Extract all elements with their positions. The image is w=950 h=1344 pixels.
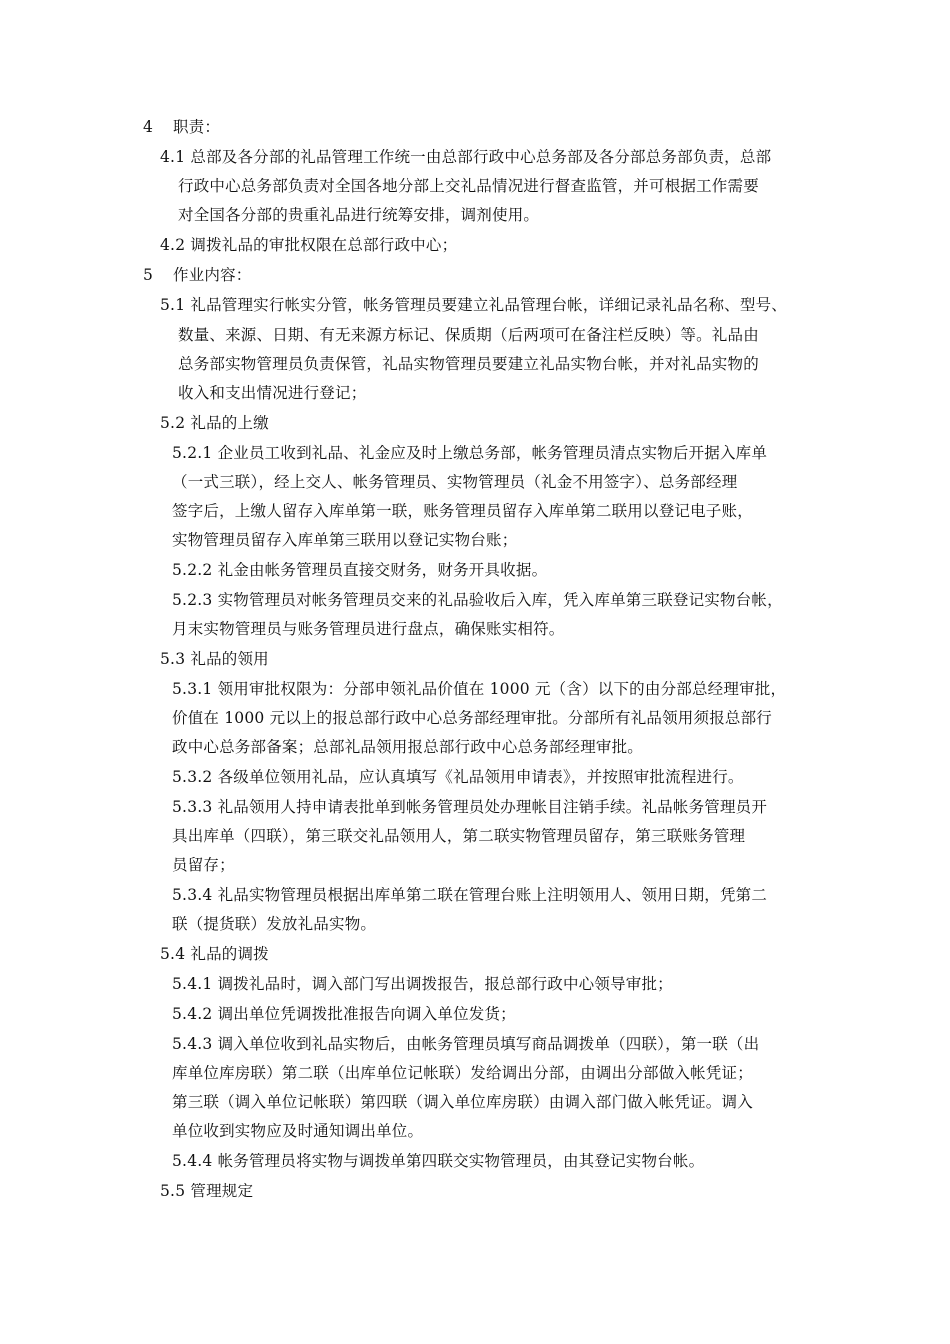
sub-5-3-4-line-2: 联（提货联）发放礼品实物。 (172, 915, 377, 933)
item-5-3-heading: 5.3 礼品的领用 (160, 650, 269, 668)
sub-5-4-4: 5.4.4 帐务管理员将实物与调拨单第四联交实物管理员，由其登记实物台帐。 (172, 1152, 705, 1170)
sub-5-4-3-line-3: 第三联（调入单位记帐联）第四联（调入单位库房联）由调入部门做入帐凭证。调入 (172, 1093, 753, 1111)
item-5-5-heading: 5.5 管理规定 (160, 1182, 254, 1200)
sub-5-3-1-line-1: 5.3.1 领用审批权限为：分部申领礼品价值在 1000 元（含）以下的由分部总经理审批， (172, 680, 787, 698)
sub-5-3-1-line-3: 政中心总务部备案；总部礼品领用报总部行政中心总务部经理审批。 (172, 738, 644, 756)
sub-5-2-1-line-1: 5.2.1 企业员工收到礼品、礼金应及时上缴总务部，帐务管理员清点实物后开据入库单 (172, 444, 768, 462)
item-5-1-line-1: 5.1 礼品管理实行帐实分管，帐务管理员要建立礼品管理台帐，详细记录礼品名称、型号、 (160, 296, 787, 314)
section-5-number: 5 (143, 266, 153, 284)
sub-5-3-4-line-1: 5.3.4 礼品实物管理员根据出库单第二联在管理台账上注明领用人、领用日期，凭第二 (172, 886, 768, 904)
sub-5-2-1-line-2: （一式三联），经上交人、帐务管理员、实物管理员（礼金不用签字）、总务部经理 (172, 473, 738, 491)
sub-5-3-2: 5.3.2 各级单位领用礼品，应认真填写《礼品领用申请表》，并按照审批流程进行。 (172, 768, 744, 786)
section-4-number: 4 (143, 118, 153, 136)
sub-5-4-2: 5.4.2 调出单位凭调拨批准报告向调入单位发货； (172, 1005, 516, 1023)
sub-5-4-3-line-1: 5.4.3 调入单位收到礼品实物后，由帐务管理员填写商品调拨单（四联），第一联（出 (172, 1035, 760, 1053)
item-4-2: 4.2 调拨礼品的审批权限在总部行政中心； (160, 236, 458, 254)
section-5-title: 作业内容： (173, 266, 252, 284)
sub-5-2-1-line-3: 签字后，上缴人留存入库单第一联，账务管理员留存入库单第二联用以登记电子账， (172, 502, 753, 520)
item-4-1-line-1: 4.1 总部及各分部的礼品管理工作统一由总部行政中心总务部及各分部总务部负责，总部 (160, 148, 772, 166)
sub-5-4-3-line-4: 单位收到实物应及时通知调出单位。 (172, 1122, 424, 1140)
item-4-1-line-2: 行政中心总务部负责对全国各地分部上交礼品情况进行督查监管，并可根据工作需要 (178, 177, 759, 195)
item-5-1-line-3: 总务部实物管理员负责保管，礼品实物管理员要建立礼品实物台帐，并对礼品实物的 (178, 355, 759, 373)
section-4-title: 职责： (173, 118, 221, 136)
sub-5-3-3-line-3: 员留存； (172, 856, 235, 874)
item-5-1-line-4: 收入和支出情况进行登记； (178, 384, 367, 402)
item-5-1-line-2: 数量、来源、日期、有无来源方标记、保质期（后两项可在备注栏反映）等。礼品由 (178, 326, 759, 344)
sub-5-2-3-line-2: 月末实物管理员与账务管理员进行盘点，确保账实相符。 (172, 620, 565, 638)
sub-5-2-2: 5.2.2 礼金由帐务管理员直接交财务，财务开具收据。 (172, 561, 548, 579)
sub-5-3-3-line-1: 5.3.3 礼品领用人持申请表批单到帐务管理员处办理帐目注销手续。礼品帐务管理员开 (172, 798, 768, 816)
sub-5-2-3-line-1: 5.2.3 实物管理员对帐务管理员交来的礼品验收后入库，凭入库单第三联登记实物台帐， (172, 591, 783, 609)
sub-5-4-3-line-2: 库单位库房联）第二联（出库单位记帐联）发给调出分部，由调出分部做入帐凭证； (172, 1064, 753, 1082)
item-4-1-line-3: 对全国各分部的贵重礼品进行统筹安排，调剂使用。 (178, 206, 540, 224)
sub-5-2-1-line-4: 实物管理员留存入库单第三联用以登记实物台账； (172, 531, 518, 549)
sub-5-4-1: 5.4.1 调拨礼品时，调入部门写出调拨报告，报总部行政中心领导审批； (172, 975, 673, 993)
item-5-4-heading: 5.4 礼品的调拨 (160, 945, 269, 963)
item-5-2-heading: 5.2 礼品的上缴 (160, 414, 269, 432)
sub-5-3-3-line-2: 具出库单（四联），第三联交礼品领用人，第二联实物管理员留存，第三联账务管理 (172, 827, 746, 845)
sub-5-3-1-line-2: 价值在 1000 元以上的报总部行政中心总务部经理审批。分部所有礼品领用须报总部行 (172, 709, 773, 727)
